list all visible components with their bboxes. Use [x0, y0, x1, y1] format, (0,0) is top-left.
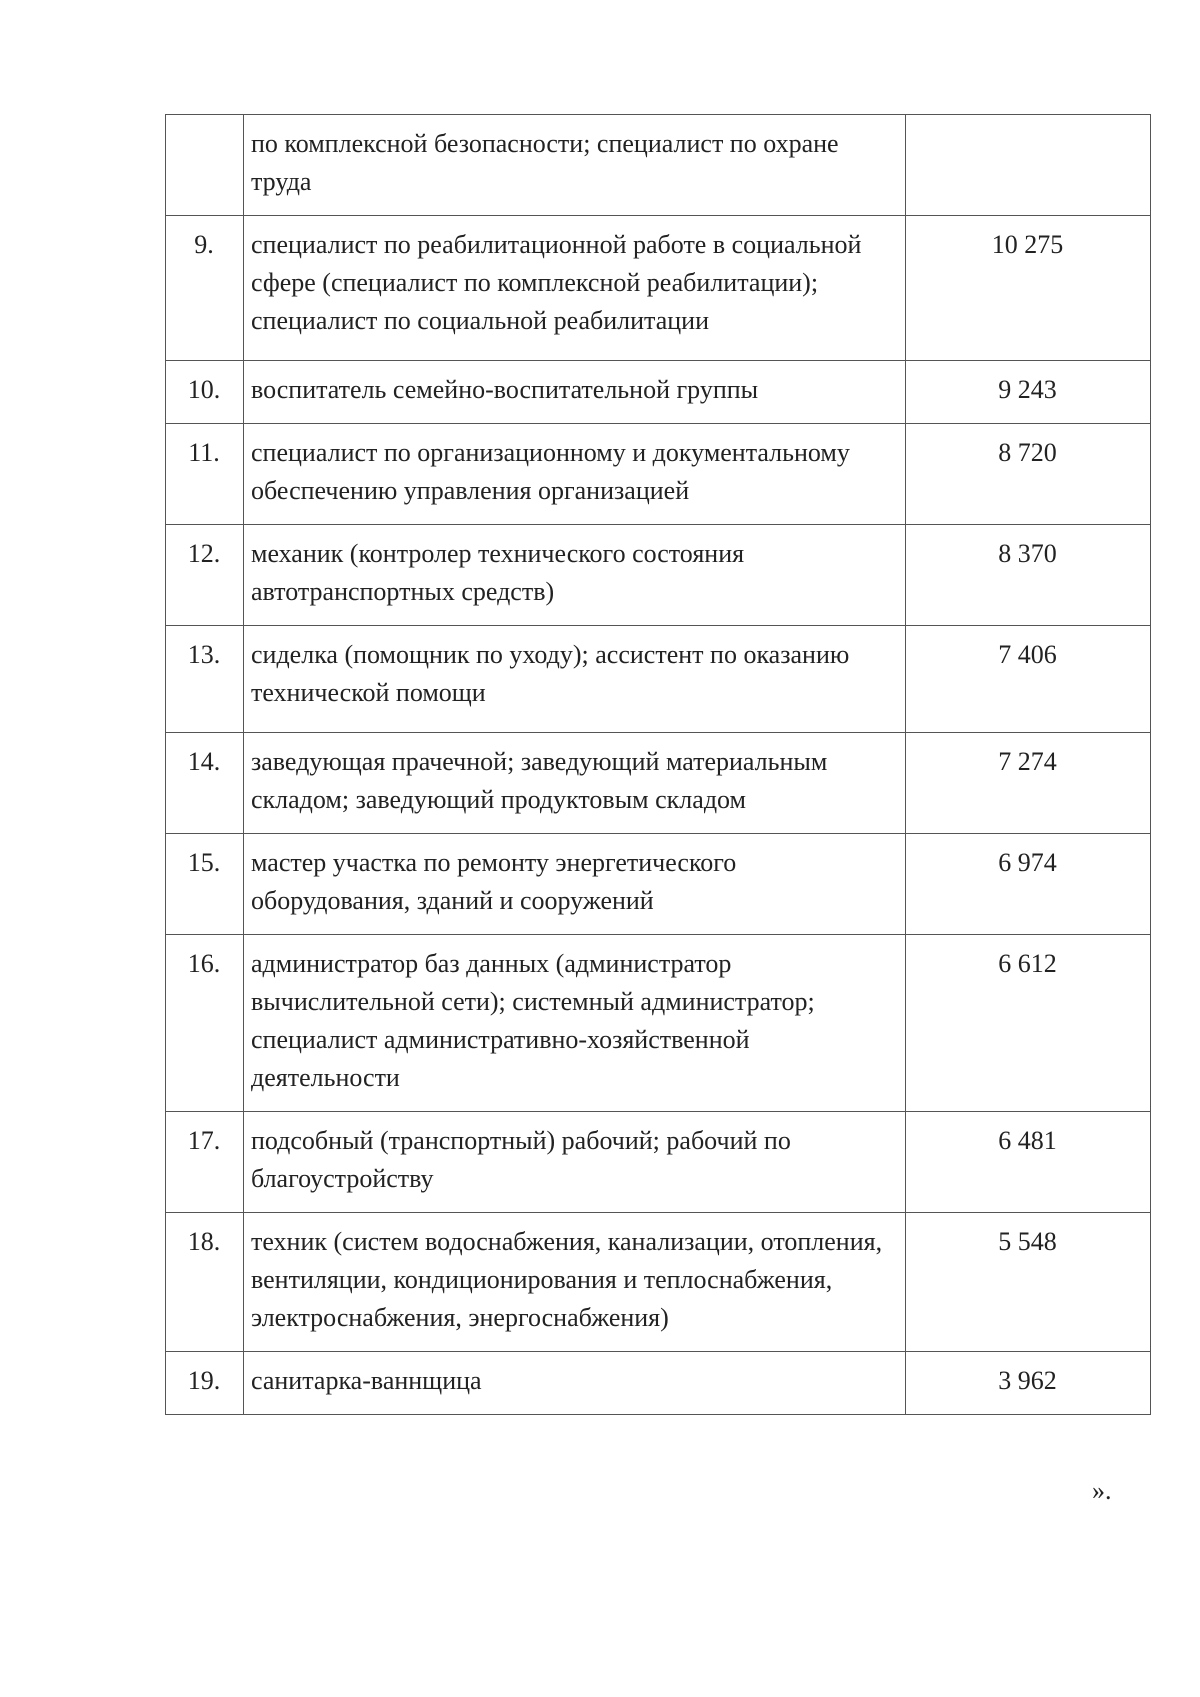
position-value: 9 243	[906, 361, 1151, 424]
position-name: специалист по реабилитационной работе в социальной сфере (специалист по комплексной реабилитации); специалист по социальной реабилитации	[244, 216, 906, 361]
row-number	[166, 115, 244, 216]
row-number: 15.	[166, 834, 244, 935]
position-value: 7 406	[906, 626, 1151, 733]
positions-table	[165, 114, 1151, 1415]
table-row	[166, 733, 1151, 834]
position-value: 6 481	[906, 1112, 1151, 1213]
row-number: 18.	[166, 1213, 244, 1352]
row-number: 16.	[166, 935, 244, 1112]
table-row	[166, 115, 1151, 216]
position-name: санитарка-ваннщица	[244, 1352, 906, 1415]
position-name: заведующая прачечной; заведующий материальным складом; заведующий продуктовым складом	[244, 733, 906, 834]
table-row	[166, 1352, 1151, 1415]
row-number: 11.	[166, 424, 244, 525]
position-name: администратор баз данных (администратор вычислительной сети); системный администратор; специалист административно-хозяйственной деятельности	[244, 935, 906, 1112]
row-number: 12.	[166, 525, 244, 626]
position-value: 6 974	[906, 834, 1151, 935]
table-row	[166, 216, 1151, 361]
row-number: 9.	[166, 216, 244, 361]
table-row	[166, 525, 1151, 626]
table-row	[166, 424, 1151, 525]
position-value: 6 612	[906, 935, 1151, 1112]
position-value: 3 962	[906, 1352, 1151, 1415]
position-name: подсобный (транспортный) рабочий; рабочий по благоустройству	[244, 1112, 906, 1213]
row-number: 14.	[166, 733, 244, 834]
table-row	[166, 626, 1151, 733]
position-name: мастер участка по ремонту энергетического оборудования, зданий и сооружений	[244, 834, 906, 935]
row-number: 10.	[166, 361, 244, 424]
table-row	[166, 361, 1151, 424]
position-value: 7 274	[906, 733, 1151, 834]
position-value: 10 275	[906, 216, 1151, 361]
position-name: по комплексной безопасности; специалист по охране труда	[244, 115, 906, 216]
position-name: техник (систем водоснабжения, канализации, отопления, вентиляции, кондиционирования и теплоснабжения, электроснабжения, энергоснабжения)	[244, 1213, 906, 1352]
position-name: сиделка (помощник по уходу); ассистент по оказанию технической помощи	[244, 626, 906, 733]
table-row	[166, 935, 1151, 1112]
position-value: 8 370	[906, 525, 1151, 626]
position-value	[906, 115, 1151, 216]
position-value: 8 720	[906, 424, 1151, 525]
table-row	[166, 1112, 1151, 1213]
position-name: воспитатель семейно-воспитательной группы	[244, 361, 906, 424]
position-name: специалист по организационному и документальному обеспечению управления организацией	[244, 424, 906, 525]
position-name: механик (контролер технического состояния автотранспортных средств)	[244, 525, 906, 626]
row-number: 13.	[166, 626, 244, 733]
table-row	[166, 1213, 1151, 1352]
row-number: 19.	[166, 1352, 244, 1415]
closing-quote-mark: ».	[1092, 1476, 1112, 1505]
position-value: 5 548	[906, 1213, 1151, 1352]
row-number: 17.	[166, 1112, 244, 1213]
table-row	[166, 834, 1151, 935]
